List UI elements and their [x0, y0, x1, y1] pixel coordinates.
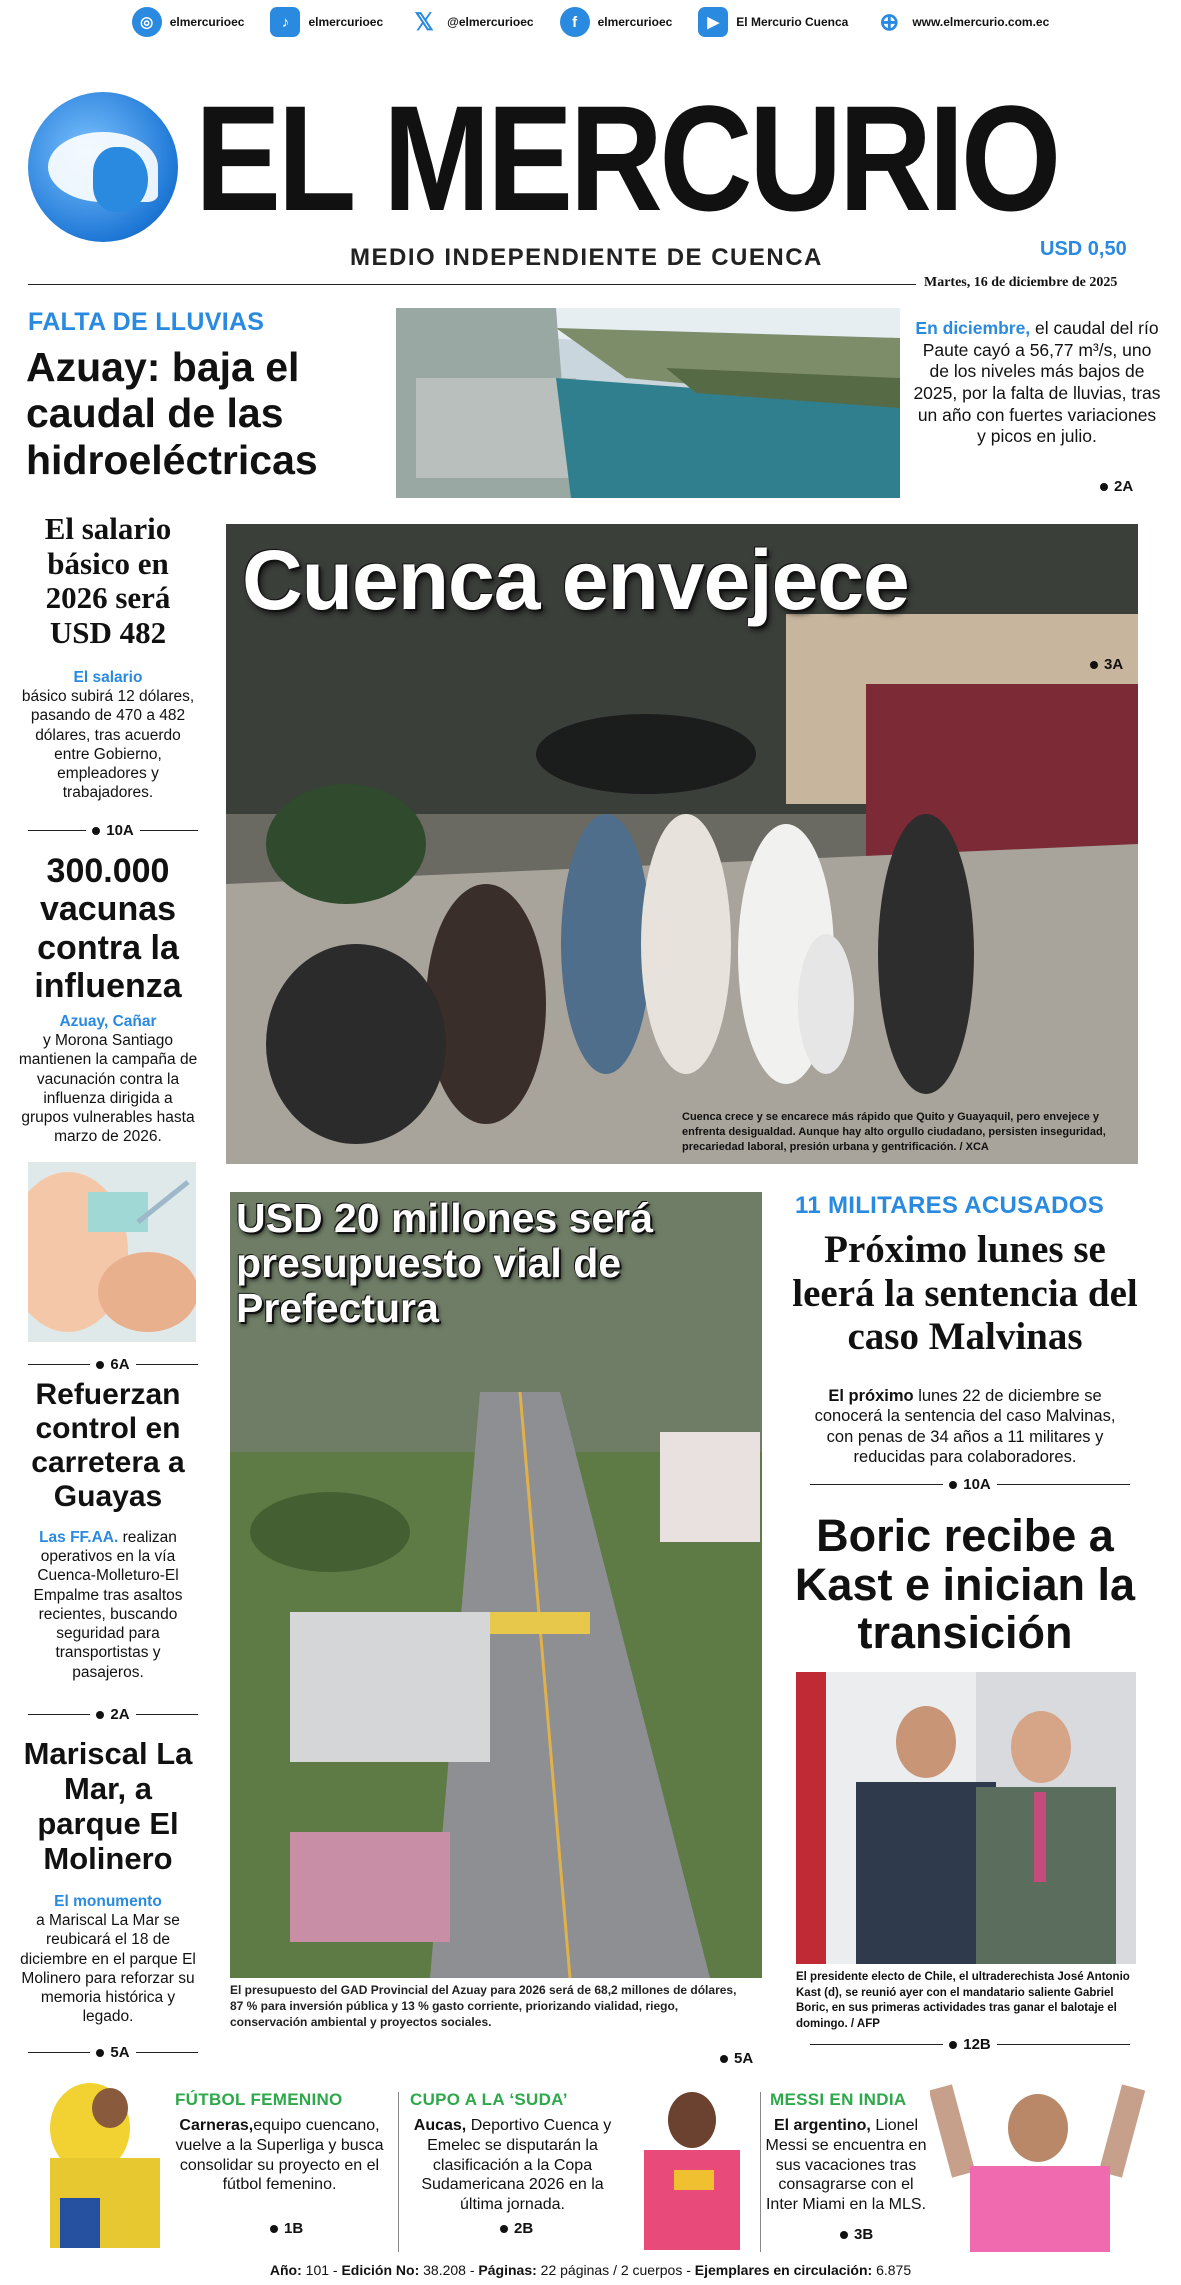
boric-pageref[interactable]: 12B	[810, 2036, 1130, 2053]
top-story-headline[interactable]: Azuay: baja el caudal de las hidroeléctricas	[26, 344, 318, 483]
social-instagram[interactable]	[132, 7, 245, 37]
malvinas-body: El próximo lunes 22 de diciembre se conocerá la sentencia del caso Malvinas, con penas de 34 años a 11 militares y reducidas para colaboradores.	[814, 1387, 1116, 1467]
social-facebook[interactable]	[560, 7, 673, 37]
x-icon: 𝕏	[414, 8, 434, 36]
youtube-icon: ▶	[698, 7, 728, 37]
social-bar	[0, 0, 1181, 44]
vacunas-headline[interactable]: 300.000 vacunas contra la influenza	[34, 852, 182, 1006]
tiktok-icon: ♪	[270, 7, 300, 37]
sports-3-pageref[interactable]: 3B	[840, 2226, 873, 2243]
messi-photo	[930, 2066, 1145, 2252]
salario-lead: El salario	[73, 669, 143, 686]
prefectura-caption: El presupuesto del GAD Provincial del Azuay para 2026 será de 68,2 millones de dólares, 87 % para inversión pública y 13 % gasto corriente, priorizando vialidad, riego, conservación ambiental y proyectos sociales.	[230, 1983, 737, 2030]
carneras-photo	[30, 2068, 170, 2248]
malvinas-headline[interactable]: Próximo lunes se leerá la sentencia del caso Malvinas	[792, 1228, 1138, 1359]
footballer-photo	[624, 2080, 754, 2250]
mariscal-body: El monumento a Mariscal La Mar se reubicará el 18 de diciembre en el parque El Molinero para reforzar su memoria histórica y legado.	[20, 1893, 196, 2026]
social-label: elmercurioec	[308, 15, 384, 29]
top-story-body	[912, 318, 1162, 448]
sports-1-body: Carneras,equipo cuencano, vuelve a la Superliga y busca consolidar su proyecto en el fútbol femenino.	[175, 2117, 384, 2194]
footer-info: Año: 101 - Edición No: 38.208 - Páginas: 22 páginas / 2 cuerpos - Ejemplares en circulación: 6.875	[269, 2262, 912, 2278]
social-x[interactable]	[409, 7, 533, 37]
top-story-pageref[interactable]: 2A	[1100, 478, 1133, 495]
prefectura-headline[interactable]: USD 20 millones será presupuesto vial de Prefectura	[236, 1195, 654, 1332]
guayas-body: Las FF.AA. realizan operativos en la vía Cuenca-Molleturo-El Empalme tras asaltos recientes, buscando seguridad para transportistas y pasajeros.	[33, 1529, 183, 1681]
price: USD 0,50	[1040, 238, 1127, 260]
top-story-text: el caudal del río Paute cayó a 56,77 m³/s, uno de los niveles más bajos de 2025, por la falta de lluvias, tras un año con fuertes variaciones y picos en julio.	[913, 318, 1161, 447]
salario-pageref[interactable]: 10A	[28, 822, 198, 839]
issue-date: Martes, 16 de diciembre de 2025	[924, 275, 1118, 290]
sports-divider-1	[398, 2092, 399, 2252]
guayas-headline[interactable]: Refuerzan control en carretera a Guayas	[31, 1378, 185, 1513]
sports-2-pageref[interactable]: 2B	[500, 2220, 533, 2237]
masthead-rule	[28, 284, 916, 285]
malvinas-kicker: 11 MILITARES ACUSADOS	[795, 1192, 1105, 1219]
vacunas-pageref[interactable]: 6A	[28, 1356, 198, 1373]
sports-1-pageref[interactable]: 1B	[270, 2220, 303, 2237]
main-pageref[interactable]: 3A	[1090, 656, 1123, 673]
social-youtube[interactable]	[698, 7, 848, 37]
salario-headline[interactable]: El salario básico en 2026 será USD 482	[44, 511, 172, 651]
vaccine-photo	[28, 1162, 196, 1342]
mariscal-headline[interactable]: Mariscal La Mar, a parque El Molinero	[23, 1736, 193, 1877]
main-headline[interactable]: Cuenca envejece	[242, 533, 909, 627]
social-label: elmercurioec	[597, 15, 673, 29]
sports-2-body: Aucas, Deportivo Cuenca y Emelec se disputarán la clasificación a la Copa Sudamericana 2026 en la última jornada.	[413, 2117, 612, 2214]
sports-divider-2	[760, 2092, 761, 2252]
boric-kast-photo	[796, 1672, 1136, 1964]
sports-2-kicker: CUPO A LA ‘SUDA’	[410, 2090, 568, 2109]
masthead-title: EL MERCURIO	[195, 74, 1058, 242]
main-caption: Cuenca crece y se encarece más rápido que Quito y Guayaquil, pero envejece y enfrenta desigualdad. Aunque hay alto orgullo ciudadano, persisten inseguridad, precariedad laboral, presión urbana y gentrificación. / XCA	[682, 1111, 1106, 1153]
mercury-logo	[28, 92, 178, 242]
top-story-lead: En diciembre,	[915, 318, 1031, 338]
logo-face	[93, 147, 148, 212]
vacunas-body: Azuay, Cañar y Morona Santiago mantienen la campaña de vacunación contra la influenza dirigida a grupos vulnerables hasta marzo de 2026.	[18, 1013, 198, 1146]
boric-headline[interactable]: Boric recibe a Kast e inician la transición	[794, 1510, 1136, 1659]
dam-photo	[396, 308, 900, 498]
prefectura-pageref[interactable]: 5A	[720, 2050, 753, 2067]
boric-caption: El presidente electo de Chile, el ultraderechista José Antonio Kast (d), se reunió ayer con el mandatario saliente Gabriel Boric, en sus primeras actividades tras ganar el balotaje el domingo. / AFP	[796, 1971, 1130, 2030]
social-label: El Mercurio Cuenca	[736, 15, 849, 29]
social-label: www.elmercurio.com.ec	[912, 15, 1050, 29]
guayas-pageref[interactable]: 2A	[28, 1706, 198, 1723]
social-label: @elmercurioec	[447, 15, 534, 29]
social-tiktok[interactable]	[270, 7, 383, 37]
web-icon: ⊕	[879, 8, 900, 36]
sports-3-kicker: MESSI EN INDIA	[770, 2090, 907, 2109]
instagram-icon: ◎	[132, 7, 162, 37]
facebook-icon: f	[560, 7, 590, 37]
social-web[interactable]	[874, 7, 1049, 37]
mariscal-pageref[interactable]: 5A	[28, 2044, 198, 2061]
top-story-kicker: FALTA DE LLUVIAS	[28, 308, 265, 336]
social-label: elmercurioec	[169, 15, 245, 29]
sports-1-kicker: FÚTBOL FEMENINO	[175, 2090, 343, 2109]
sports-3-body: El argentino, Lionel Messi se encuentra en sus vacaciones tras consagrarse con el Inter Miami en la MLS.	[765, 2117, 927, 2214]
tagline: MEDIO INDEPENDIENTE DE CUENCA	[350, 244, 823, 271]
malvinas-pageref[interactable]: 10A	[810, 1476, 1130, 1493]
salario-body: El salario básico subirá 12 dólares, pasando de 470 a 482 dólares, tras acuerdo entre Gobierno, empleadores y trabajadores.	[21, 669, 195, 802]
